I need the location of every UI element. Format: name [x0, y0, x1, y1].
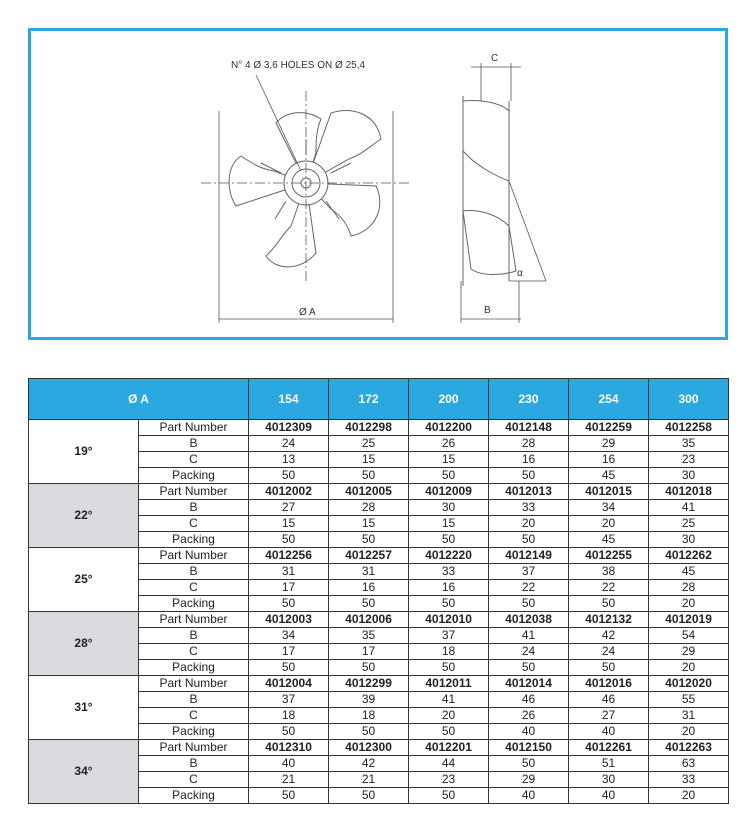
table-row: [29, 548, 729, 564]
row-label-cell: C: [139, 772, 249, 788]
value-cell: 41: [409, 692, 489, 708]
value-cell: 20: [489, 516, 569, 532]
part-number-cell: 4012150: [489, 740, 569, 756]
pitch-angle-cell: 34°: [29, 740, 139, 804]
value-cell: 29: [649, 644, 729, 660]
value-cell: 21: [249, 772, 329, 788]
value-cell: 22: [569, 580, 649, 596]
value-cell: 18: [409, 644, 489, 660]
value-cell: 15: [409, 452, 489, 468]
value-cell: 15: [329, 452, 409, 468]
value-cell: 24: [569, 644, 649, 660]
value-cell: 26: [409, 436, 489, 452]
value-cell: 33: [409, 564, 489, 580]
part-number-cell: 4012262: [649, 548, 729, 564]
part-number-cell: 4012009: [409, 484, 489, 500]
value-cell: 50: [249, 660, 329, 676]
value-cell: 16: [569, 452, 649, 468]
fan-front-view: [229, 110, 381, 266]
header-diameter: 300: [649, 379, 729, 420]
angle-group: [29, 548, 729, 612]
value-cell: 28: [649, 580, 729, 596]
part-number-cell: 4012015: [569, 484, 649, 500]
part-number-cell: 4012261: [569, 740, 649, 756]
fan-blade-drawing: [31, 31, 725, 337]
value-cell: 22: [489, 580, 569, 596]
value-cell: 34: [249, 628, 329, 644]
value-cell: 51: [569, 756, 649, 772]
table-row: [29, 420, 729, 436]
value-cell: 46: [569, 692, 649, 708]
value-cell: 31: [649, 708, 729, 724]
header-diameter: 172: [329, 379, 409, 420]
part-number-cell: 4012018: [649, 484, 729, 500]
value-cell: 50: [409, 532, 489, 548]
table-header-row: [29, 379, 729, 420]
row-label-cell: C: [139, 708, 249, 724]
value-cell: 35: [329, 628, 409, 644]
value-cell: 16: [329, 580, 409, 596]
value-cell: 39: [329, 692, 409, 708]
value-cell: 29: [489, 772, 569, 788]
row-label-cell: B: [139, 564, 249, 580]
pitch-angle-cell: 28°: [29, 612, 139, 676]
value-cell: 24: [249, 436, 329, 452]
value-cell: 21: [329, 772, 409, 788]
row-label-cell: B: [139, 500, 249, 516]
value-cell: 15: [249, 516, 329, 532]
value-cell: 17: [249, 580, 329, 596]
pitch-angle-cell: 25°: [29, 548, 139, 612]
row-label-cell: Packing: [139, 660, 249, 676]
value-cell: 20: [569, 516, 649, 532]
part-number-cell: 4012038: [489, 612, 569, 628]
row-label-cell: B: [139, 692, 249, 708]
part-number-cell: 4012020: [649, 676, 729, 692]
row-label-cell: Part Number: [139, 484, 249, 500]
angle-lines: [509, 181, 546, 281]
part-number-cell: 4012255: [569, 548, 649, 564]
value-cell: 42: [329, 756, 409, 772]
fan-side-view: [463, 96, 516, 286]
table-row: [29, 676, 729, 692]
header-diameter: 254: [569, 379, 649, 420]
value-cell: 16: [489, 452, 569, 468]
value-cell: 50: [409, 468, 489, 484]
value-cell: 17: [249, 644, 329, 660]
row-label-cell: C: [139, 644, 249, 660]
angle-group: [29, 420, 729, 484]
value-cell: 45: [569, 532, 649, 548]
part-number-cell: 4012258: [649, 420, 729, 436]
value-cell: 16: [409, 580, 489, 596]
value-cell: 20: [649, 660, 729, 676]
value-cell: 45: [649, 564, 729, 580]
fan-spec-table: [28, 378, 729, 804]
value-cell: 37: [249, 692, 329, 708]
value-cell: 27: [249, 500, 329, 516]
part-number-cell: 4012149: [489, 548, 569, 564]
value-cell: 50: [329, 596, 409, 612]
value-cell: 50: [249, 724, 329, 740]
part-number-cell: 4012309: [249, 420, 329, 436]
dim-a-label: Ø A: [299, 307, 316, 318]
value-cell: 50: [409, 596, 489, 612]
value-cell: 45: [569, 468, 649, 484]
dim-b-label: B: [484, 305, 491, 316]
table-row: [29, 484, 729, 500]
value-cell: 20: [649, 788, 729, 804]
part-number-cell: 4012148: [489, 420, 569, 436]
angle-label: α: [517, 268, 523, 279]
value-cell: 17: [329, 644, 409, 660]
dim-b-lines: [461, 281, 521, 323]
value-cell: 42: [569, 628, 649, 644]
value-cell: 23: [649, 452, 729, 468]
pitch-angle-cell: 19°: [29, 420, 139, 484]
angle-group: [29, 740, 729, 804]
part-number-cell: 4012257: [329, 548, 409, 564]
value-cell: 50: [489, 596, 569, 612]
value-cell: 25: [649, 516, 729, 532]
header-diameter-label: Ø A: [29, 379, 249, 420]
value-cell: 55: [649, 692, 729, 708]
value-cell: 50: [569, 596, 649, 612]
value-cell: 50: [489, 660, 569, 676]
part-number-cell: 4012310: [249, 740, 329, 756]
part-number-cell: 4012005: [329, 484, 409, 500]
value-cell: 50: [249, 532, 329, 548]
value-cell: 50: [249, 596, 329, 612]
part-number-cell: 4012011: [409, 676, 489, 692]
technical-drawing-panel: [28, 28, 728, 340]
part-number-cell: 4012263: [649, 740, 729, 756]
value-cell: 40: [489, 788, 569, 804]
part-number-cell: 4012259: [569, 420, 649, 436]
value-cell: 50: [249, 788, 329, 804]
value-cell: 50: [329, 724, 409, 740]
part-number-cell: 4012300: [329, 740, 409, 756]
part-number-cell: 4012016: [569, 676, 649, 692]
value-cell: 30: [649, 468, 729, 484]
part-number-cell: 4012220: [409, 548, 489, 564]
part-number-cell: 4012298: [329, 420, 409, 436]
value-cell: 25: [329, 436, 409, 452]
value-cell: 50: [409, 660, 489, 676]
header-diameter: 200: [409, 379, 489, 420]
value-cell: 30: [409, 500, 489, 516]
value-cell: 26: [489, 708, 569, 724]
row-label-cell: C: [139, 452, 249, 468]
value-cell: 41: [649, 500, 729, 516]
value-cell: 40: [569, 724, 649, 740]
value-cell: 46: [489, 692, 569, 708]
value-cell: 20: [649, 724, 729, 740]
row-label-cell: Part Number: [139, 676, 249, 692]
value-cell: 18: [329, 708, 409, 724]
row-label-cell: Packing: [139, 596, 249, 612]
part-number-cell: 4012010: [409, 612, 489, 628]
value-cell: 28: [329, 500, 409, 516]
value-cell: 40: [489, 724, 569, 740]
row-label-cell: B: [139, 628, 249, 644]
value-cell: 35: [649, 436, 729, 452]
value-cell: 40: [569, 788, 649, 804]
value-cell: 50: [329, 660, 409, 676]
value-cell: 44: [409, 756, 489, 772]
value-cell: 50: [569, 660, 649, 676]
value-cell: 50: [489, 532, 569, 548]
value-cell: 34: [569, 500, 649, 516]
value-cell: 50: [249, 468, 329, 484]
value-cell: 30: [649, 532, 729, 548]
angle-group: [29, 676, 729, 740]
table-row: [29, 612, 729, 628]
angle-group: [29, 612, 729, 676]
row-label-cell: B: [139, 436, 249, 452]
value-cell: 33: [489, 500, 569, 516]
pitch-angle-cell: 31°: [29, 676, 139, 740]
value-cell: 18: [249, 708, 329, 724]
row-label-cell: Part Number: [139, 612, 249, 628]
part-number-cell: 4012019: [649, 612, 729, 628]
row-label-cell: Part Number: [139, 740, 249, 756]
holes-note-label: N° 4 Ø 3,6 HOLES ON Ø 25,4: [231, 60, 366, 71]
part-number-cell: 4012013: [489, 484, 569, 500]
row-label-cell: C: [139, 516, 249, 532]
part-number-cell: 4012299: [329, 676, 409, 692]
row-label-cell: C: [139, 580, 249, 596]
value-cell: 33: [649, 772, 729, 788]
table-row: [29, 740, 729, 756]
value-cell: 20: [649, 596, 729, 612]
row-label-cell: Packing: [139, 468, 249, 484]
value-cell: 31: [249, 564, 329, 580]
value-cell: 50: [329, 788, 409, 804]
value-cell: 37: [489, 564, 569, 580]
part-number-cell: 4012003: [249, 612, 329, 628]
value-cell: 40: [249, 756, 329, 772]
dim-c-lines: [471, 63, 521, 101]
value-cell: 50: [329, 468, 409, 484]
row-label-cell: Packing: [139, 788, 249, 804]
value-cell: 50: [489, 468, 569, 484]
value-cell: 27: [569, 708, 649, 724]
part-number-cell: 4012256: [249, 548, 329, 564]
value-cell: 37: [409, 628, 489, 644]
row-label-cell: Part Number: [139, 420, 249, 436]
part-number-cell: 4012006: [329, 612, 409, 628]
value-cell: 38: [569, 564, 649, 580]
pitch-angle-cell: 22°: [29, 484, 139, 548]
value-cell: 50: [409, 788, 489, 804]
row-label-cell: B: [139, 756, 249, 772]
value-cell: 23: [409, 772, 489, 788]
value-cell: 13: [249, 452, 329, 468]
row-label-cell: Packing: [139, 724, 249, 740]
value-cell: 30: [569, 772, 649, 788]
dim-c-label: C: [491, 53, 499, 64]
angle-group: [29, 484, 729, 548]
value-cell: 63: [649, 756, 729, 772]
header-diameter: 154: [249, 379, 329, 420]
row-label-cell: Packing: [139, 532, 249, 548]
value-cell: 24: [489, 644, 569, 660]
part-number-cell: 4012201: [409, 740, 489, 756]
value-cell: 54: [649, 628, 729, 644]
value-cell: 31: [329, 564, 409, 580]
value-cell: 15: [329, 516, 409, 532]
row-label-cell: Part Number: [139, 548, 249, 564]
value-cell: 29: [569, 436, 649, 452]
holes-leader-line: [256, 75, 301, 171]
part-number-cell: 4012002: [249, 484, 329, 500]
value-cell: 15: [409, 516, 489, 532]
part-number-cell: 4012132: [569, 612, 649, 628]
value-cell: 28: [489, 436, 569, 452]
value-cell: 41: [489, 628, 569, 644]
part-number-cell: 4012004: [249, 676, 329, 692]
part-number-cell: 4012200: [409, 420, 489, 436]
value-cell: 50: [489, 756, 569, 772]
header-diameter: 230: [489, 379, 569, 420]
part-number-cell: 4012014: [489, 676, 569, 692]
value-cell: 50: [409, 724, 489, 740]
value-cell: 20: [409, 708, 489, 724]
value-cell: 50: [329, 532, 409, 548]
